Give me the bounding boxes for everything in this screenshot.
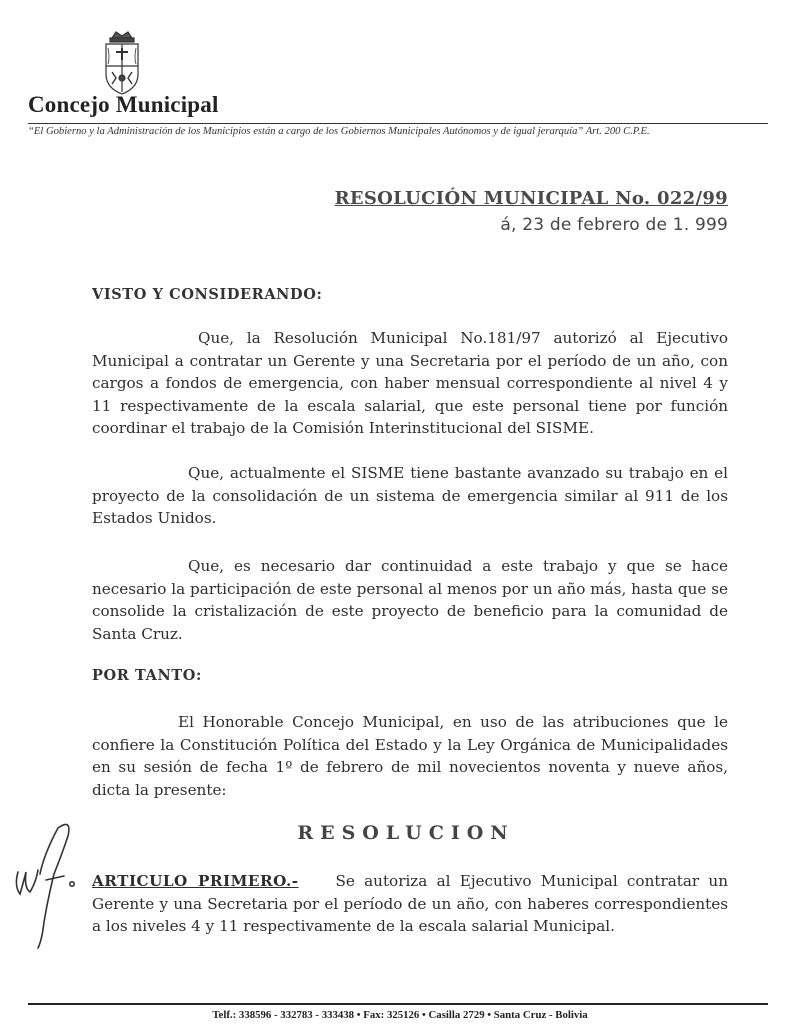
header-divider xyxy=(28,123,768,124)
visto-heading: VISTO Y CONSIDERANDO: xyxy=(92,286,323,303)
coat-of-arms-icon xyxy=(100,28,144,98)
paragraph-4-text: El Honorable Concejo Municipal, en uso de las atribuciones que le confiere la Constitución Política del Estado y la Ley Orgánica de Municipalidades en su sesión de fecha 1º de febrero de mil novecientos noventa y nueve años, dicta la presente: xyxy=(92,713,728,799)
organization-name: Concejo Municipal xyxy=(28,92,219,117)
articulo-primero-paragraph xyxy=(92,870,728,938)
paragraph-2-text: Que, actualmente el SISME tiene bastante avanzado su trabajo en el proyecto de la consolidación de un sistema de emergencia similar al 911 de los Estados Unidos. xyxy=(92,464,728,527)
articulo-primero-label: ARTICULO PRIMERO.- xyxy=(92,872,299,890)
resolucion-heading: RESOLUCION xyxy=(297,822,515,844)
considerando-paragraph-1 xyxy=(92,327,728,440)
resolution-date: á, 23 de febrero de 1. 999 xyxy=(500,215,728,235)
paragraph-3-text: Que, es necesario dar continuidad a este trabajo y que se hace necesario la participación de este personal al menos por un año más, hasta que se consolide la cristalización de este proyecto de beneficio para la comunidad de Santa Cruz. xyxy=(92,557,728,643)
portanto-heading: POR TANTO: xyxy=(92,667,202,684)
resolution-title: RESOLUCIÓN MUNICIPAL No. 022/99 xyxy=(334,188,728,209)
paragraph-1-text: Que, la Resolución Municipal No.181/97 autorizó al Ejecutivo Municipal a contratar un Gerente y una Secretaria por el período de un año, con cargos a fondos de emergencia, con haber mensual correspondiente al nivel 4 y 11 respectivamente de la escala salarial, que este personal tiene por función coordinar el trabajo de la Comisión Interinstitucional del SISME. xyxy=(92,329,728,437)
considerando-paragraph-3 xyxy=(92,555,728,645)
considerando-paragraph-2 xyxy=(92,462,728,530)
footer-contact: Telf.: 338596 - 332783 - 333438 • Fax: 325126 • Casilla 2729 • Santa Cruz - Bolivia xyxy=(212,1009,588,1021)
header-motto: “El Gobierno y la Administración de los Municipios están a cargo de los Gobiernos Municipales Autónomos y de igual jerarquía” Art. 200 C.P.E. xyxy=(28,126,650,137)
signature-icon xyxy=(10,814,80,954)
articulo-primero-text: Se autoriza al Ejecutivo Municipal contratar un Gerente y una Secretaria por el período de un año, con haberes correspondientes a los niveles 4 y 11 respectivamente de la escala salarial Municipal. xyxy=(92,872,728,935)
portanto-paragraph xyxy=(92,711,728,801)
footer-divider xyxy=(28,1003,768,1005)
